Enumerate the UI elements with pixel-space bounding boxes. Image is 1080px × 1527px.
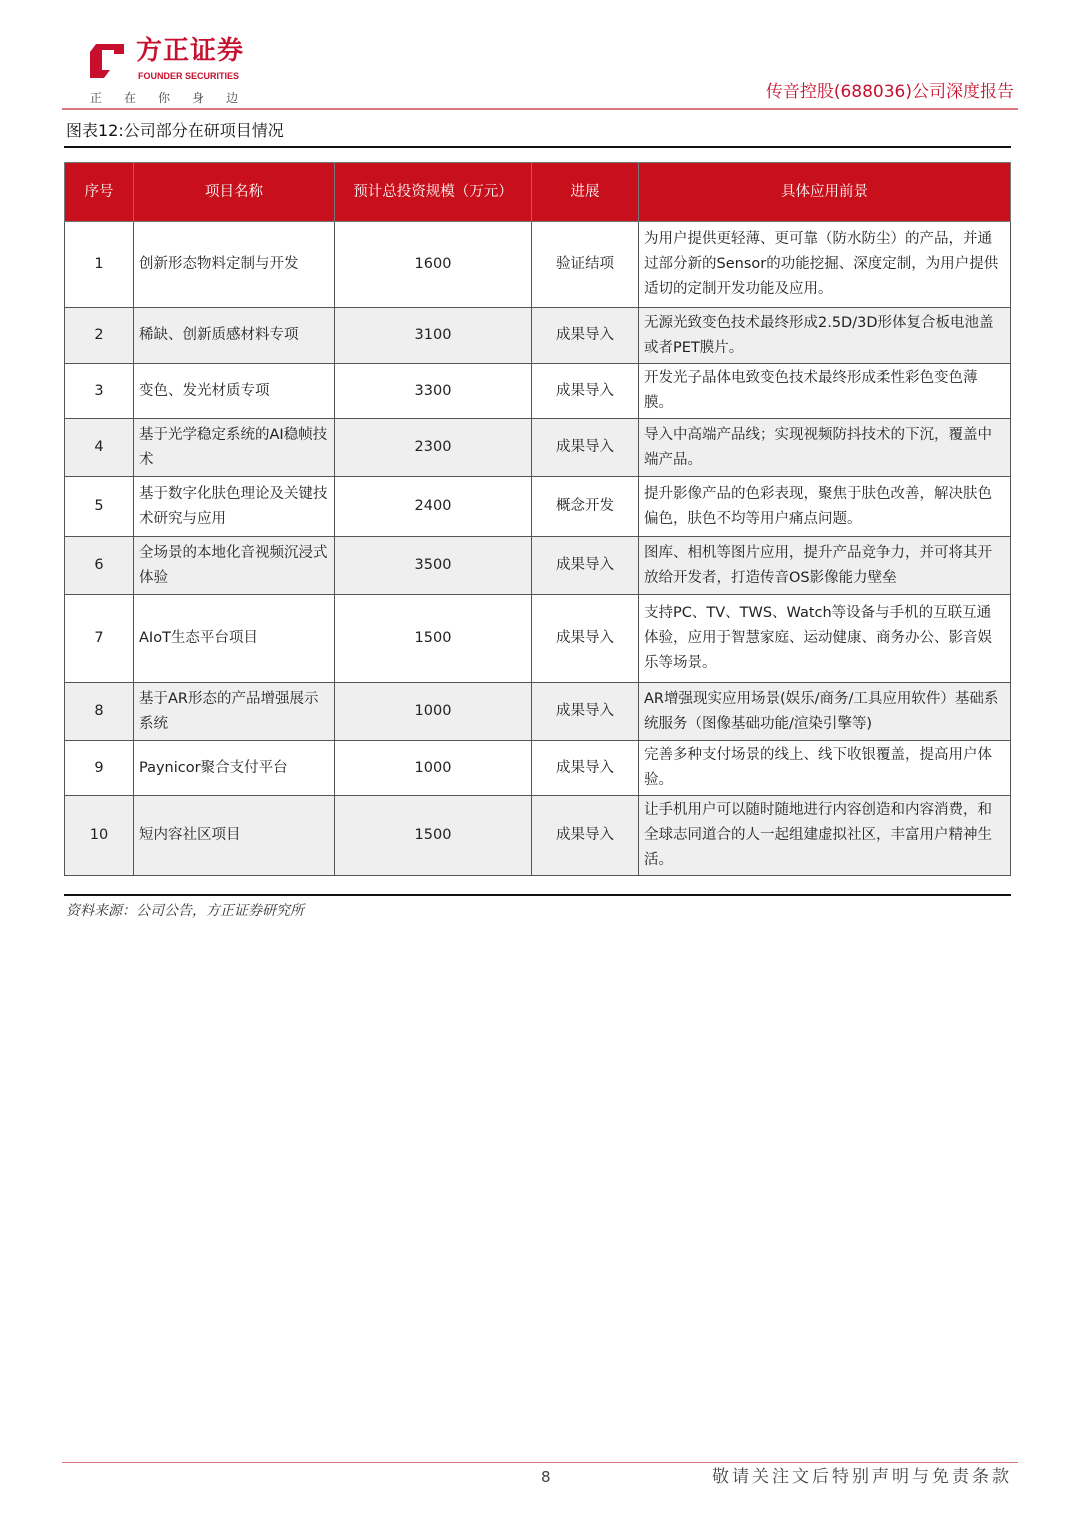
project-name: 基于光学稳定系统的AI稳帧技术 <box>134 419 335 477</box>
investment: 2300 <box>335 419 532 477</box>
table-row <box>65 537 1011 595</box>
prospect: 导入中高端产品线；实现视频防抖技术的下沉，覆盖中端产品。 <box>639 419 1011 477</box>
logo-cn: 方正证券 <box>136 36 245 66</box>
row-number: 4 <box>65 419 134 477</box>
investment: 1500 <box>335 595 532 683</box>
row-number: 5 <box>65 477 134 537</box>
disclaimer-link: 敬请关注文后特别声明与免责条款 <box>712 1467 1012 1487</box>
progress: 成果导入 <box>532 683 639 741</box>
prospect: 完善多种支付场景的线上、线下收银覆盖，提高用户体验。 <box>639 741 1011 796</box>
project-name: 稀缺、创新质感材料专项 <box>134 308 335 364</box>
figure <box>64 162 1011 920</box>
page-number: 8 <box>541 1468 551 1486</box>
table-row <box>65 364 1011 419</box>
logo-en: FOUNDER SECURITIES <box>138 71 240 81</box>
prospect: AR增强现实应用场景(娱乐/商务/工具应用软件）基础系统服务（图像基础功能/渲染引擎等) <box>639 683 1011 741</box>
prospect: 为用户提供更轻薄、更可靠（防水防尘）的产品，并通过部分新的Sensor的功能挖掘、深度定制，为用户提供适切的定制开发功能及应用。 <box>639 222 1011 308</box>
col-header: 进展 <box>532 163 639 222</box>
row-number: 3 <box>65 364 134 419</box>
founder-logo <box>88 36 288 86</box>
slogan <box>90 91 260 106</box>
project-name: 全场景的本地化音视频沉浸式体验 <box>134 537 335 595</box>
slogan-char: 正 <box>90 91 103 105</box>
prospect: 提升影像产品的色彩表现，聚焦于肤色改善，解决肤色偏色，肤色不均等用户痛点问题。 <box>639 477 1011 537</box>
slogan-char: 边 <box>226 91 239 105</box>
investment: 3300 <box>335 364 532 419</box>
progress: 成果导入 <box>532 419 639 477</box>
table-row <box>65 308 1011 364</box>
investment: 3100 <box>335 308 532 364</box>
investment: 1000 <box>335 683 532 741</box>
table-row <box>65 741 1011 796</box>
table-header-row <box>65 163 1011 222</box>
prospect: 让手机用户可以随时随地进行内容创造和内容消费，和全球志同道合的人一起组建虚拟社区，丰富用户精神生活。 <box>639 796 1011 876</box>
col-header: 项目名称 <box>134 163 335 222</box>
investment: 1000 <box>335 741 532 796</box>
slogan-char: 身 <box>192 91 205 105</box>
figure-title: 图表12:公司部分在研项目情况 <box>66 121 284 140</box>
footer-divider <box>62 1462 1018 1463</box>
row-number: 6 <box>65 537 134 595</box>
project-name: Paynicor聚合支付平台 <box>134 741 335 796</box>
row-number: 1 <box>65 222 134 308</box>
progress: 概念开发 <box>532 477 639 537</box>
prospect: 图库、相机等图片应用，提升产品竞争力，并可将其开放给开发者，打造传音OS影像能力壁垒 <box>639 537 1011 595</box>
progress: 成果导入 <box>532 595 639 683</box>
founder-logo-icon <box>88 40 128 80</box>
progress: 成果导入 <box>532 741 639 796</box>
table-row <box>65 477 1011 537</box>
progress: 成果导入 <box>532 364 639 419</box>
slogan-char: 你 <box>158 91 171 105</box>
table-row <box>65 222 1011 308</box>
progress: 验证结项 <box>532 222 639 308</box>
progress: 成果导入 <box>532 796 639 876</box>
figure-top-rule <box>64 146 1011 148</box>
prospect: 支持PC、TV、TWS、Watch等设备与手机的互联互通体验，应用于智慧家庭、运动健康、商务办公、影音娱乐等场景。 <box>639 595 1011 683</box>
col-header: 序号 <box>65 163 134 222</box>
projects-table <box>64 162 1011 876</box>
row-number: 7 <box>65 595 134 683</box>
project-name: 短内容社区项目 <box>134 796 335 876</box>
row-number: 8 <box>65 683 134 741</box>
col-header: 预计总投资规模（万元） <box>335 163 532 222</box>
project-name: 创新形态物料定制与开发 <box>134 222 335 308</box>
table-row <box>65 595 1011 683</box>
investment: 1600 <box>335 222 532 308</box>
project-name: AIoT生态平台项目 <box>134 595 335 683</box>
source-note: 资料来源：公司公告，方正证券研究所 <box>66 902 304 919</box>
header-divider <box>62 108 1018 110</box>
prospect: 开发光子晶体电致变色技术最终形成柔性彩色变色薄膜。 <box>639 364 1011 419</box>
col-header: 具体应用前景 <box>639 163 1011 222</box>
project-name: 基于AR形态的产品增强展示系统 <box>134 683 335 741</box>
investment: 2400 <box>335 477 532 537</box>
investment: 1500 <box>335 796 532 876</box>
row-number: 2 <box>65 308 134 364</box>
project-name: 变色、发光材质专项 <box>134 364 335 419</box>
table-row <box>65 683 1011 741</box>
figure-bottom-rule <box>64 894 1011 896</box>
report-title: 传音控股(688036)公司深度报告 <box>765 82 1014 102</box>
progress: 成果导入 <box>532 537 639 595</box>
progress: 成果导入 <box>532 308 639 364</box>
table-row <box>65 796 1011 876</box>
prospect: 无源光致变色技术最终形成2.5D/3D形体复合板电池盖或者PET膜片。 <box>639 308 1011 364</box>
investment: 3500 <box>335 537 532 595</box>
row-number: 9 <box>65 741 134 796</box>
project-name: 基于数字化肤色理论及关键技术研究与应用 <box>134 477 335 537</box>
row-number: 10 <box>65 796 134 876</box>
slogan-char: 在 <box>124 91 137 105</box>
table-row <box>65 419 1011 477</box>
